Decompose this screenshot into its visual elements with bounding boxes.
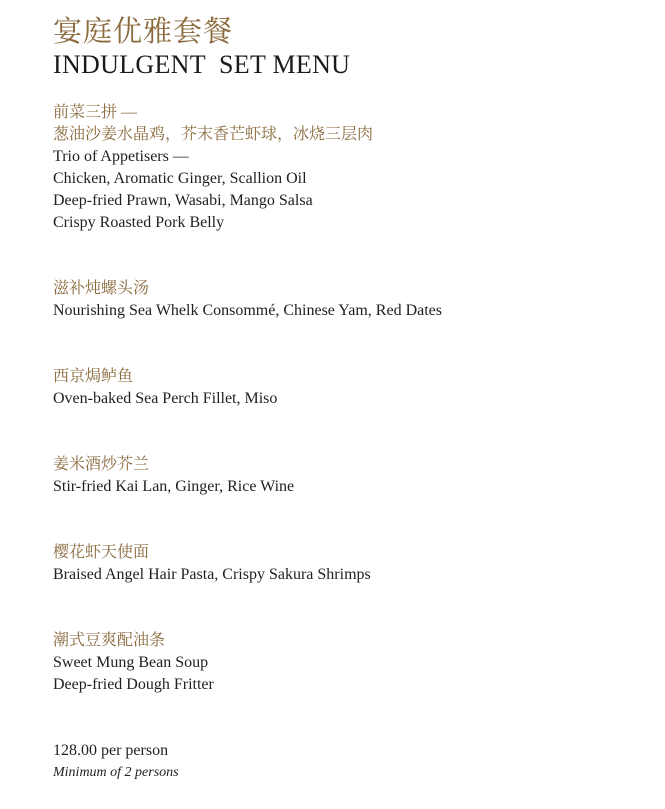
course-name-english: Stir-fried Kai Lan, Ginger, Rice Wine (53, 478, 295, 495)
set-menu-page (53, 14, 653, 784)
course-name-chinese: 前菜三拼 — (53, 104, 138, 121)
course-appetisers (53, 102, 653, 234)
price-block (53, 740, 653, 784)
course-soup (53, 278, 653, 322)
course-name-english: Nourishing Sea Whelk Consommé, Chinese Yam, Red Dates (53, 302, 443, 319)
course-noodles (53, 542, 653, 586)
menu-title-english: INDULGENT SET MENU (53, 50, 351, 79)
course-fish (53, 366, 653, 410)
course-name-english: Sweet Mung Bean Soup (53, 654, 209, 671)
course-name-chinese: 姜米酒炒芥兰 (53, 456, 150, 473)
menu-title-chinese: 宴庭优雅套餐 (53, 16, 234, 48)
course-name-chinese: 潮式豆爽配油条 (53, 632, 166, 649)
price-per-person: 128.00 per person (53, 742, 169, 759)
minimum-persons-note: Minimum of 2 persons (53, 765, 179, 780)
course-description-english: Chicken, Aromatic Ginger, Scallion Oil (53, 170, 307, 187)
course-description-english: Deep-fried Dough Fritter (53, 676, 214, 693)
course-name-english: Oven-baked Sea Perch Fillet, Miso (53, 390, 278, 407)
course-name-english: Braised Angel Hair Pasta, Crispy Sakura Shrimps (53, 566, 371, 583)
course-description-chinese: 葱油沙姜水晶鸡，芥末香芒虾球，冰烧三层肉 (53, 126, 374, 143)
course-vegetable (53, 454, 653, 498)
course-name-chinese: 滋补炖螺头汤 (53, 280, 150, 297)
course-name-chinese: 西京焗鲈鱼 (53, 368, 134, 385)
course-dessert (53, 630, 653, 696)
course-name-english: Trio of Appetisers — (53, 148, 189, 165)
course-description-english: Deep-fried Prawn, Wasabi, Mango Salsa (53, 192, 313, 209)
course-list (53, 102, 653, 696)
course-name-chinese: 樱花虾天使面 (53, 544, 150, 561)
course-description-english: Crispy Roasted Pork Belly (53, 214, 225, 231)
